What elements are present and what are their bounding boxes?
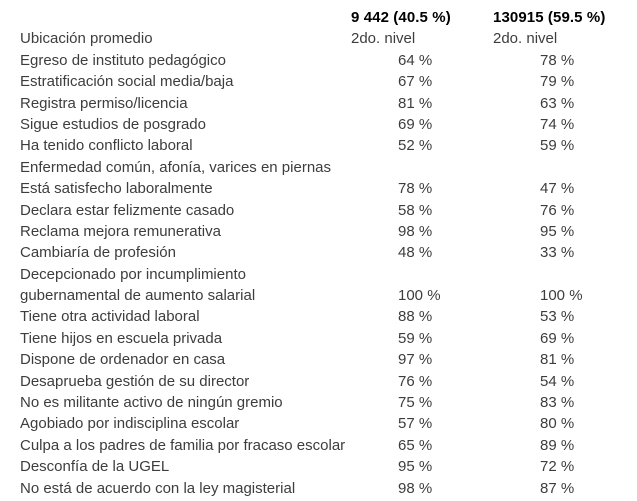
row-label: Estratificación social media/baja [20, 73, 234, 91]
row-label: Desaprueba gestión de su director [20, 372, 250, 390]
row-value-group2: 47 % [540, 180, 575, 198]
row-value-group2: 33 % [540, 244, 575, 262]
row-value-group2: 2do. nivel [493, 30, 558, 48]
row-label: Culpa a los padres de familia por fracaso escolar [20, 436, 346, 454]
table-row [0, 392, 637, 413]
row-value-group2: 74 % [540, 115, 575, 133]
row-value-group1: 59 % [398, 329, 433, 347]
row-value-group2: 89 % [540, 436, 575, 454]
row-value-group1: 48 % [398, 244, 433, 262]
row-value-group2: 81 % [540, 351, 575, 369]
table-body [0, 28, 637, 499]
row-value-group2: 87 % [540, 479, 575, 497]
row-value-group1: 95 % [398, 458, 433, 476]
row-value-group2: 79 % [540, 73, 575, 91]
table-row [0, 28, 637, 49]
table-row [0, 285, 637, 306]
row-label: No está de acuerdo con la ley magisterial [20, 479, 296, 497]
row-value-group1: 98 % [398, 479, 433, 497]
row-label: Declara estar felizmente casado [20, 201, 235, 219]
table-row [0, 328, 637, 349]
row-value-group1: 97 % [398, 351, 433, 369]
row-label: Está satisfecho laboralmente [20, 180, 213, 198]
row-value-group2: 83 % [540, 394, 575, 412]
row-value-group1: 64 % [398, 51, 433, 69]
row-value-group1 [351, 264, 493, 285]
row-label: Egreso de instituto pedagógico [20, 51, 226, 69]
table-row [0, 264, 637, 285]
table-row [0, 71, 637, 92]
table-row [0, 306, 637, 327]
header-label-spacer [0, 7, 351, 28]
row-value-group2: 53 % [540, 308, 575, 326]
row-value-group2: 80 % [540, 415, 575, 433]
group1-header: 9 442 (40.5 %) [351, 9, 451, 26]
table-row [0, 178, 637, 199]
row-value-group1: 65 % [398, 436, 433, 454]
table-row [0, 349, 637, 370]
row-value-group1: 2do. nivel [351, 30, 416, 48]
row-value-group1: 52 % [398, 137, 433, 155]
row-label: Tiene otra actividad laboral [20, 308, 200, 326]
table-row [0, 114, 637, 135]
row-label: Decepcionado por incumplimiento [20, 265, 246, 283]
row-value-group1: 100 % [398, 287, 441, 305]
row-value-group1: 75 % [398, 394, 433, 412]
row-value-group1: 69 % [398, 115, 433, 133]
table-row [0, 456, 637, 477]
row-label: Agobiado por indisciplina escolar [20, 415, 240, 433]
row-value-group2: 100 % [540, 287, 583, 305]
table-row [0, 478, 637, 499]
row-label: Desconfía de la UGEL [20, 458, 170, 476]
table-row [0, 242, 637, 263]
row-value-group2: 69 % [540, 329, 575, 347]
row-value-group2: 76 % [540, 201, 575, 219]
row-value-group1: 78 % [398, 180, 433, 198]
row-value-group2: 54 % [540, 372, 575, 390]
row-value-group1: 58 % [398, 201, 433, 219]
table-row [0, 93, 637, 114]
row-label: Dispone de ordenador en casa [20, 351, 226, 369]
table-row [0, 413, 637, 434]
table-row [0, 435, 637, 456]
row-value-group1: 76 % [398, 372, 433, 390]
row-value-group1: 57 % [398, 415, 433, 433]
row-label: Tiene hijos en escuela privada [20, 329, 223, 347]
row-label: Cambiaría de profesión [20, 244, 176, 262]
row-value-group1: 88 % [398, 308, 433, 326]
row-label: Ubicación promedio [20, 30, 153, 48]
row-value-group1: 67 % [398, 73, 433, 91]
table-row [0, 371, 637, 392]
row-value-group2: 78 % [540, 51, 575, 69]
row-label: Enfermedad común, afonía, varices en piernas [20, 158, 332, 176]
row-value-group2 [493, 264, 635, 285]
row-label: Sigue estudios de posgrado [20, 115, 206, 133]
row-value-group2 [493, 157, 635, 178]
row-label: No es militante activo de ningún gremio [20, 394, 283, 412]
row-label: Registra permiso/licencia [20, 94, 188, 112]
row-label: gubernamental de aumento salarial [20, 287, 256, 305]
row-value-group1 [351, 157, 493, 178]
group2-header: 130915 (59.5 %) [493, 9, 606, 26]
row-value-group2: 72 % [540, 458, 575, 476]
table-row [0, 157, 637, 178]
row-value-group1: 98 % [398, 222, 433, 240]
table-row [0, 135, 637, 156]
table-row [0, 200, 637, 221]
row-value-group2: 59 % [540, 137, 575, 155]
table-row [0, 221, 637, 242]
row-label: Ha tenido conflicto laboral [20, 137, 193, 155]
row-label: Reclama mejora remunerativa [20, 222, 221, 240]
row-value-group2: 95 % [540, 222, 575, 240]
row-value-group1: 81 % [398, 94, 433, 112]
table-header-row [0, 7, 637, 28]
table-row [0, 50, 637, 71]
row-value-group2: 63 % [540, 94, 575, 112]
